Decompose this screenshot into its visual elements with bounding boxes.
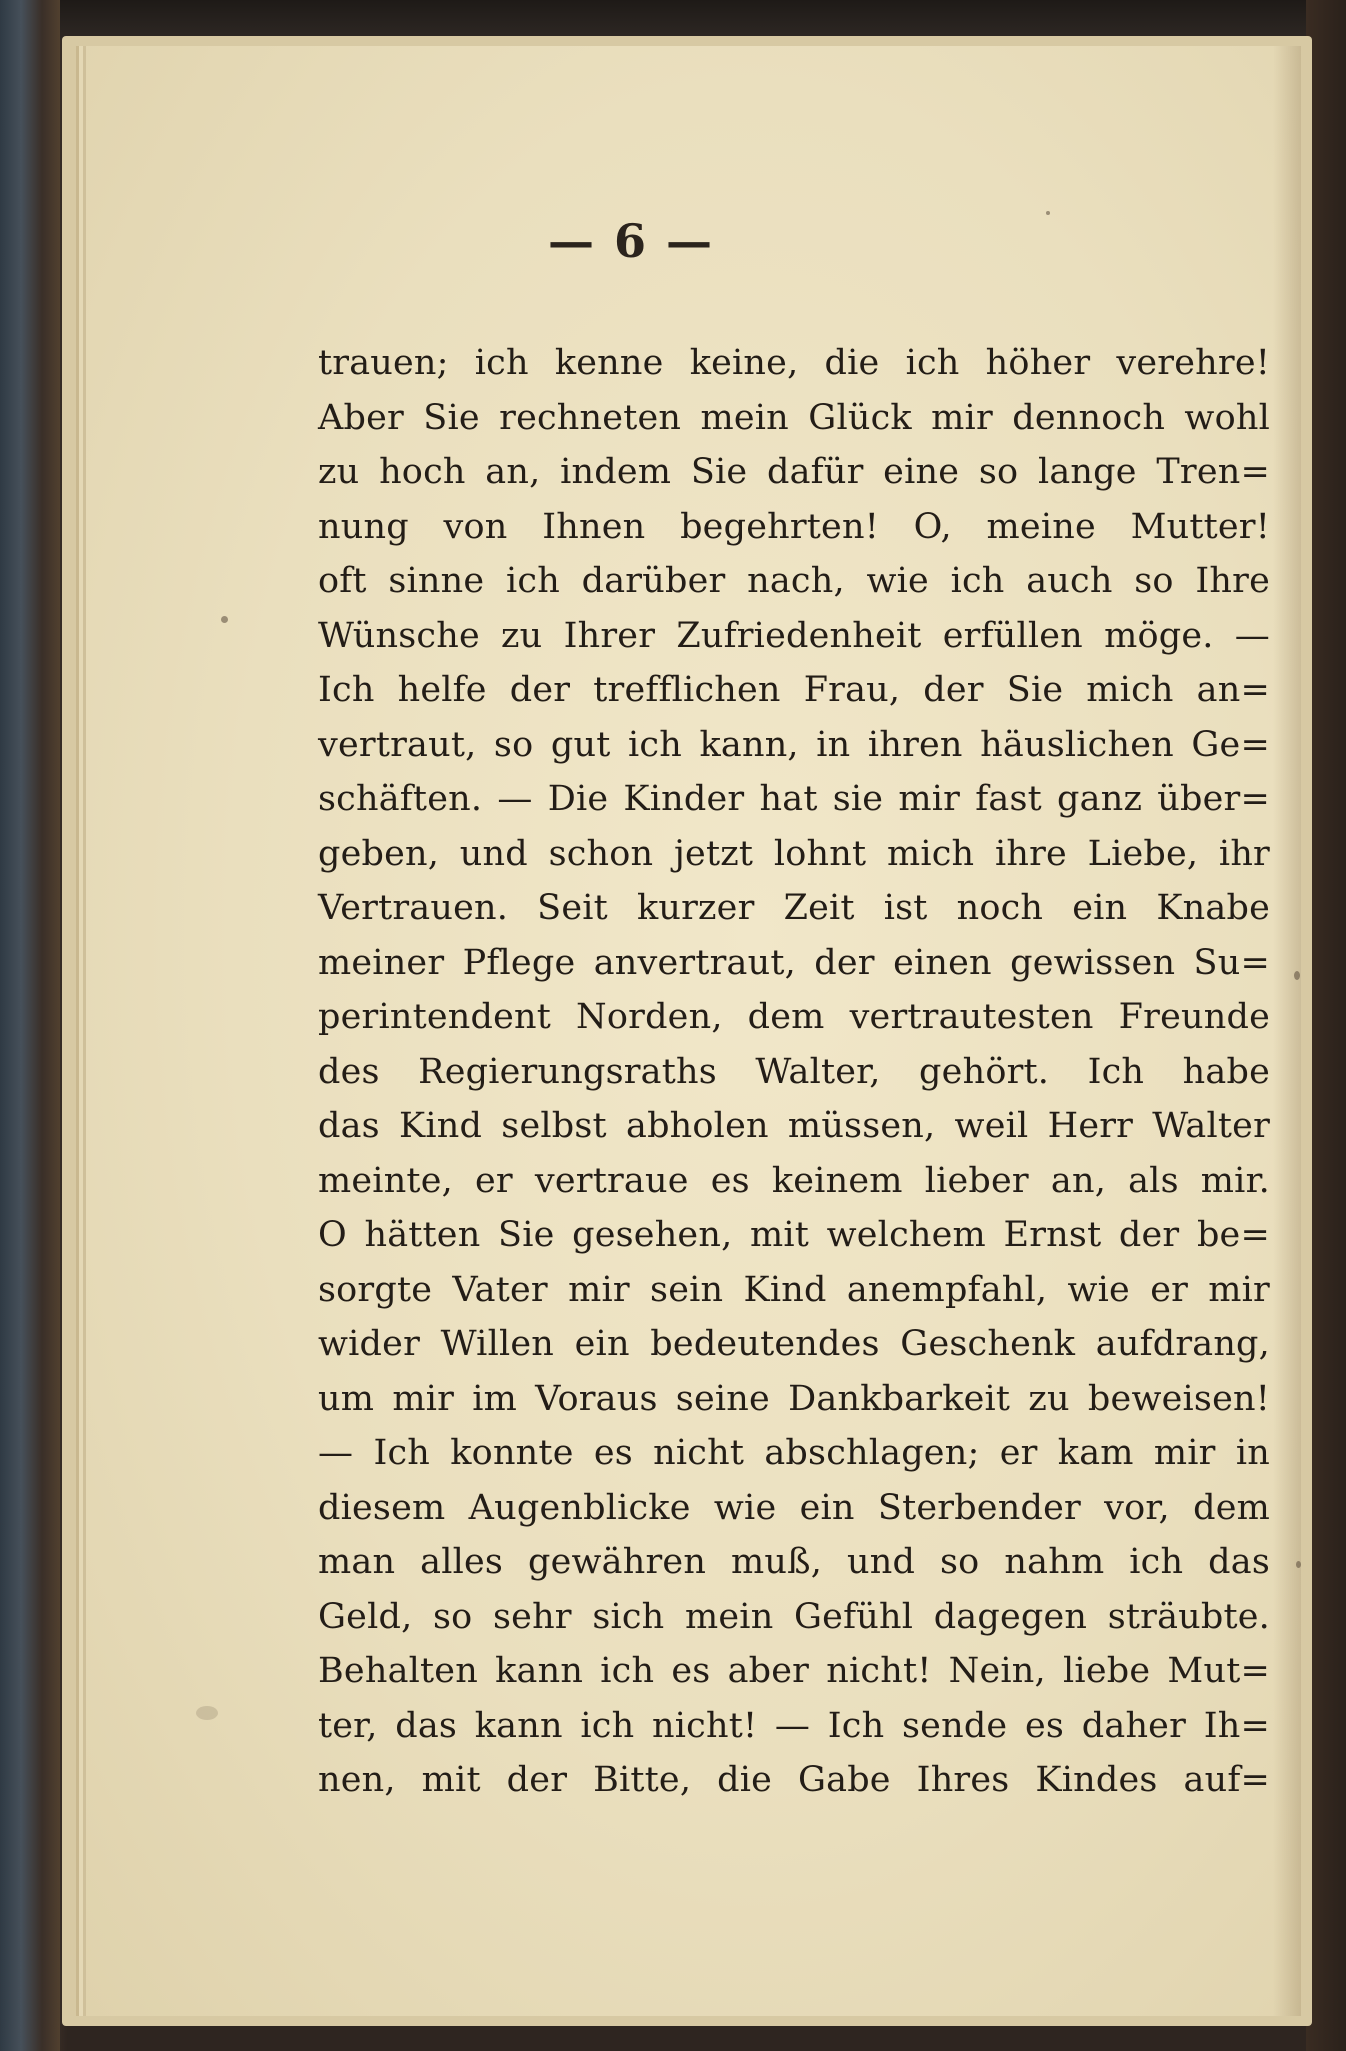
page-number: — 6 — [547,214,715,268]
paper-speck [1294,971,1300,980]
book-cover-left-edge [0,0,60,2051]
book-cover-right-edge [1306,0,1346,2051]
text-line: vertraut, so gut ich kann, in ihren häuslichen Ge= [318,724,1270,765]
paper-speck [196,1706,218,1720]
text-line: nen, mit der Bitte, die Gabe Ihres Kindes auf= [318,1760,1270,1800]
book-cover-top-edge [0,0,1346,40]
text-line: Behalten kann ich es aber nicht! Nein, liebe Mut= [318,1651,1270,1691]
body-text [318,336,1270,1808]
text-line: ter, das kann ich nicht! — Ich sende es daher Ih= [318,1705,1270,1746]
text-line: — Ich konnte es nicht abschlagen; er kam mir in [318,1433,1270,1473]
text-line: Vertrauen. Seit kurzer Zeit ist noch ein Knabe [318,888,1270,928]
text-line: sorgte Vater mir sein Kind anempfahl, wie er mir [318,1269,1270,1310]
text-line: trauen; ich kenne keine, die ich höher verehre! [318,343,1270,383]
text-line: nung von Ihnen begehrten! O, meine Mutter! [318,506,1270,547]
text-line: diesem Augenblicke wie ein Sterbender vor, dem [318,1487,1270,1528]
paper-speck [221,616,228,623]
book-page [86,46,1301,2016]
text-line: das Kind selbst abholen müssen, weil Herr Walter [318,1106,1270,1146]
text-line: meiner Pflege anvertraut, der einen gewissen Su= [318,942,1270,983]
text-line: schäften. — Die Kinder hat sie mir fast ganz über= [318,779,1270,819]
page-gutter-shadow [1273,46,1301,2016]
text-line: man alles gewähren muß, und so nahm ich das [318,1542,1270,1582]
text-line: Wünsche zu Ihrer Zufriedenheit erfüllen möge. — [318,615,1270,656]
text-line: Aber Sie rechneten mein Glück mir dennoch wohl [318,397,1270,438]
text-line: wider Willen ein bedeutendes Geschenk aufdrang, [318,1324,1270,1364]
text-line: Geld, so sehr sich mein Gefühl dagegen sträubte. [318,1596,1270,1637]
text-line: O hätten Sie gesehen, mit welchem Ernst der be= [318,1215,1270,1255]
text-line: oft sinne ich darüber nach, wie ich auch so Ihre [318,561,1270,601]
text-line: um mir im Voraus seine Dankbarkeit zu beweisen! [318,1378,1270,1419]
text-line: Ich helfe der trefflichen Frau, der Sie mich an= [318,670,1270,710]
text-line: perintendent Norden, dem vertrautesten Freunde [318,997,1270,1037]
text-line: meinte, er vertraue es keinem lieber an, als mir. [318,1160,1270,1201]
text-line: zu hoch an, indem Sie dafür eine so lange Tren= [318,452,1270,492]
text-line: geben, und schon jetzt lohnt mich ihre Liebe, ihr [318,833,1270,874]
text-line: des Regierungsraths Walter, gehört. Ich habe [318,1051,1270,1092]
paper-speck [1296,1561,1301,1568]
paper-speck [1046,211,1050,215]
